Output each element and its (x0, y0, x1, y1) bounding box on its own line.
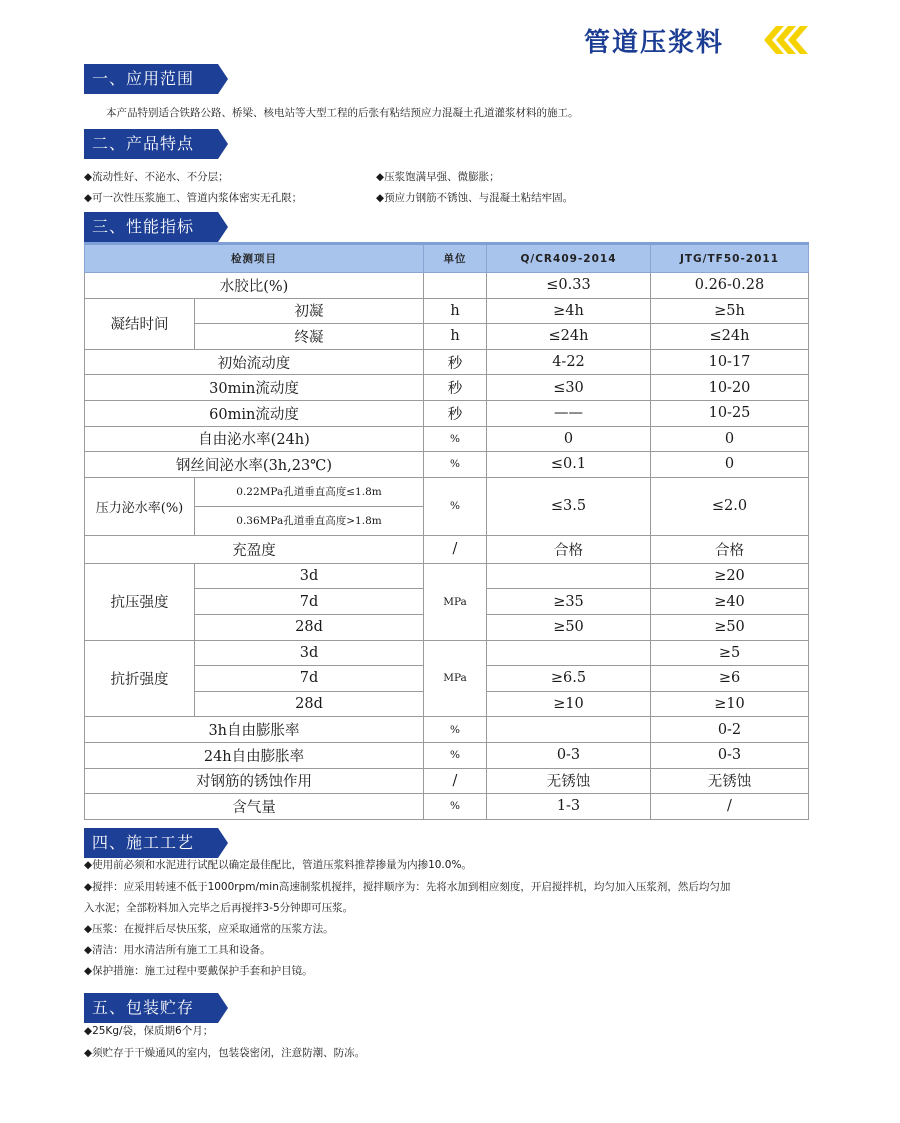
item-cell: 自由泌水率(24h) (85, 426, 424, 452)
item-cell: 60min流动度 (85, 400, 424, 426)
qcr-cell: 1-3 (487, 794, 651, 820)
jtg-cell: ≥20 (651, 563, 809, 589)
construction-line: ◆搅拌：应采用转速不低于1000rpm/min高速制浆机搅拌，搅拌顺序为：先将水加到相应刻度，开启搅拌机，均匀加入压浆剂，然后均匀加 (84, 881, 731, 893)
qcr-cell: ≥10 (487, 691, 651, 717)
qcr-cell: 0 (487, 426, 651, 452)
unit-cell: % (424, 742, 487, 768)
qcr-cell: 4-22 (487, 349, 651, 375)
jtg-cell: ≤2.0 (651, 477, 809, 535)
group-label: 抗压强度 (85, 563, 195, 640)
item-cell: 3d (195, 640, 424, 666)
item-cell: 24h自由膨胀率 (85, 742, 424, 768)
table-row (85, 794, 809, 820)
jtg-cell: ≥10 (651, 691, 809, 717)
item-cell: 含气量 (85, 794, 424, 820)
unit-cell: % (424, 477, 487, 535)
item-cell: 3d (195, 563, 424, 589)
qcr-cell: ≥50 (487, 614, 651, 640)
application-text: 本产品特别适合铁路公路、桥梁、核电站等大型工程的后张有粘结预应力混凝土孔道灌浆材料的施工。 (106, 107, 579, 119)
table-row (85, 717, 809, 743)
jtg-cell: 0-3 (651, 742, 809, 768)
jtg-cell: ≥6 (651, 666, 809, 692)
chevron-left-icon (762, 24, 808, 56)
item-cell: 初凝 (195, 298, 424, 324)
unit-cell: MPa (424, 640, 487, 717)
feature-item: ◆压浆饱满早强、微膨胀； (376, 171, 500, 183)
unit-cell: % (424, 452, 487, 478)
group-label: 压力泌水率(%) (85, 477, 195, 535)
feature-item: ◆可一次性压浆施工、管道内浆体密实无孔限； (84, 192, 303, 204)
section-heading-features: 二、产品特点 (84, 129, 218, 159)
jtg-cell: 10-17 (651, 349, 809, 375)
feature-item: ◆预应力钢筋不锈蚀、与混凝土粘结牢固。 (376, 192, 574, 204)
table-row (85, 426, 809, 452)
page-title: 管道压浆料 (584, 28, 725, 58)
unit-cell: % (424, 426, 487, 452)
section-heading-packaging: 五、包装贮存 (84, 993, 218, 1023)
table-row (85, 563, 809, 589)
unit-cell: 秒 (424, 400, 487, 426)
jtg-cell: / (651, 794, 809, 820)
unit-cell: 秒 (424, 349, 487, 375)
header-test-item: 检测项目 (85, 244, 424, 273)
table-row (85, 742, 809, 768)
item-cell: 终凝 (195, 324, 424, 350)
table-row (85, 535, 809, 563)
unit-cell: h (424, 324, 487, 350)
unit-cell: % (424, 717, 487, 743)
item-cell: 0.36MPa孔道垂直高度>1.8m (195, 506, 424, 535)
qcr-cell: ≤24h (487, 324, 651, 350)
group-label: 凝结时间 (85, 298, 195, 349)
section-heading-application: 一、应用范围 (84, 64, 218, 94)
construction-line: ◆压浆：在搅拌后尽快压浆，应采取通常的压浆方法。 (84, 923, 334, 935)
qcr-cell: 无锈蚀 (487, 768, 651, 794)
header-unit: 单位 (424, 244, 487, 273)
jtg-cell: ≥5 (651, 640, 809, 666)
table-row (85, 768, 809, 794)
feature-item: ◆流动性好、不泌水、不分层； (84, 171, 229, 183)
jtg-cell: ≥50 (651, 614, 809, 640)
qcr-cell: ≥35 (487, 589, 651, 615)
unit-cell: 秒 (424, 375, 487, 401)
item-cell: 28d (195, 691, 424, 717)
item-cell: 3h自由膨胀率 (85, 717, 424, 743)
item-cell: 0.22MPa孔道垂直高度≤1.8m (195, 477, 424, 506)
qcr-cell: ≥4h (487, 298, 651, 324)
item-cell: 7d (195, 589, 424, 615)
item-cell: 7d (195, 666, 424, 692)
qcr-cell: ≤0.1 (487, 452, 651, 478)
jtg-cell: 10-20 (651, 375, 809, 401)
table-row (85, 375, 809, 401)
table-row (85, 400, 809, 426)
unit-cell: MPa (424, 563, 487, 640)
item-cell: 钢丝间泌水率(3h,23℃) (85, 452, 424, 478)
table-row (85, 298, 809, 324)
item-cell: 28d (195, 614, 424, 640)
section-heading-performance: 三、性能指标 (84, 212, 218, 242)
item-cell: 对钢筋的锈蚀作用 (85, 768, 424, 794)
item-cell: 充盈度 (85, 535, 424, 563)
header-standard-qcr: Q/CR409-2014 (487, 244, 651, 273)
unit-cell: h (424, 298, 487, 324)
qcr-cell: 0-3 (487, 742, 651, 768)
item-cell: 初始流动度 (85, 349, 424, 375)
performance-table (84, 242, 809, 820)
construction-line: 入水泥；全部粉料加入完毕之后再搅拌3-5分钟即可压浆。 (84, 902, 354, 914)
qcr-cell: 合格 (487, 535, 651, 563)
unit-cell (424, 273, 487, 299)
table-row (85, 640, 809, 666)
header-standard-jtg: JTG/TF50-2011 (651, 244, 809, 273)
jtg-cell: ≥5h (651, 298, 809, 324)
jtg-cell: 0-2 (651, 717, 809, 743)
jtg-cell: 10-25 (651, 400, 809, 426)
qcr-cell: ≤3.5 (487, 477, 651, 535)
qcr-cell: —— (487, 400, 651, 426)
table-row (85, 349, 809, 375)
table-header-row (85, 244, 809, 273)
jtg-cell: 0 (651, 426, 809, 452)
table-row (85, 452, 809, 478)
item-cell: 30min流动度 (85, 375, 424, 401)
section-heading-construction: 四、施工工艺 (84, 828, 218, 858)
group-label: 抗折强度 (85, 640, 195, 717)
packaging-line: ◆须贮存于干燥通风的室内，包装袋密闭，注意防潮、防冻。 (84, 1047, 366, 1059)
item-cell: 水胶比(%) (85, 273, 424, 299)
packaging-line: ◆25Kg/袋，保质期6个月； (84, 1025, 214, 1037)
qcr-cell (487, 640, 651, 666)
unit-cell: / (424, 768, 487, 794)
jtg-cell: 无锈蚀 (651, 768, 809, 794)
qcr-cell (487, 563, 651, 589)
construction-line: ◆清洁：用水清洁所有施工工具和设备。 (84, 944, 271, 956)
qcr-cell: ≤30 (487, 375, 651, 401)
qcr-cell: ≤0.33 (487, 273, 651, 299)
unit-cell: / (424, 535, 487, 563)
jtg-cell: 合格 (651, 535, 809, 563)
jtg-cell: 0.26-0.28 (651, 273, 809, 299)
qcr-cell (487, 717, 651, 743)
construction-line: ◆保护措施：施工过程中要戴保护手套和护目镜。 (84, 965, 313, 977)
qcr-cell: ≥6.5 (487, 666, 651, 692)
table-row (85, 273, 809, 299)
jtg-cell: ≥40 (651, 589, 809, 615)
construction-line: ◆使用前必须和水泥进行试配以确定最佳配比，管道压浆料推荐掺量为内掺10.0%。 (84, 859, 472, 871)
table-row (85, 477, 809, 506)
jtg-cell: ≤24h (651, 324, 809, 350)
unit-cell: % (424, 794, 487, 820)
jtg-cell: 0 (651, 452, 809, 478)
